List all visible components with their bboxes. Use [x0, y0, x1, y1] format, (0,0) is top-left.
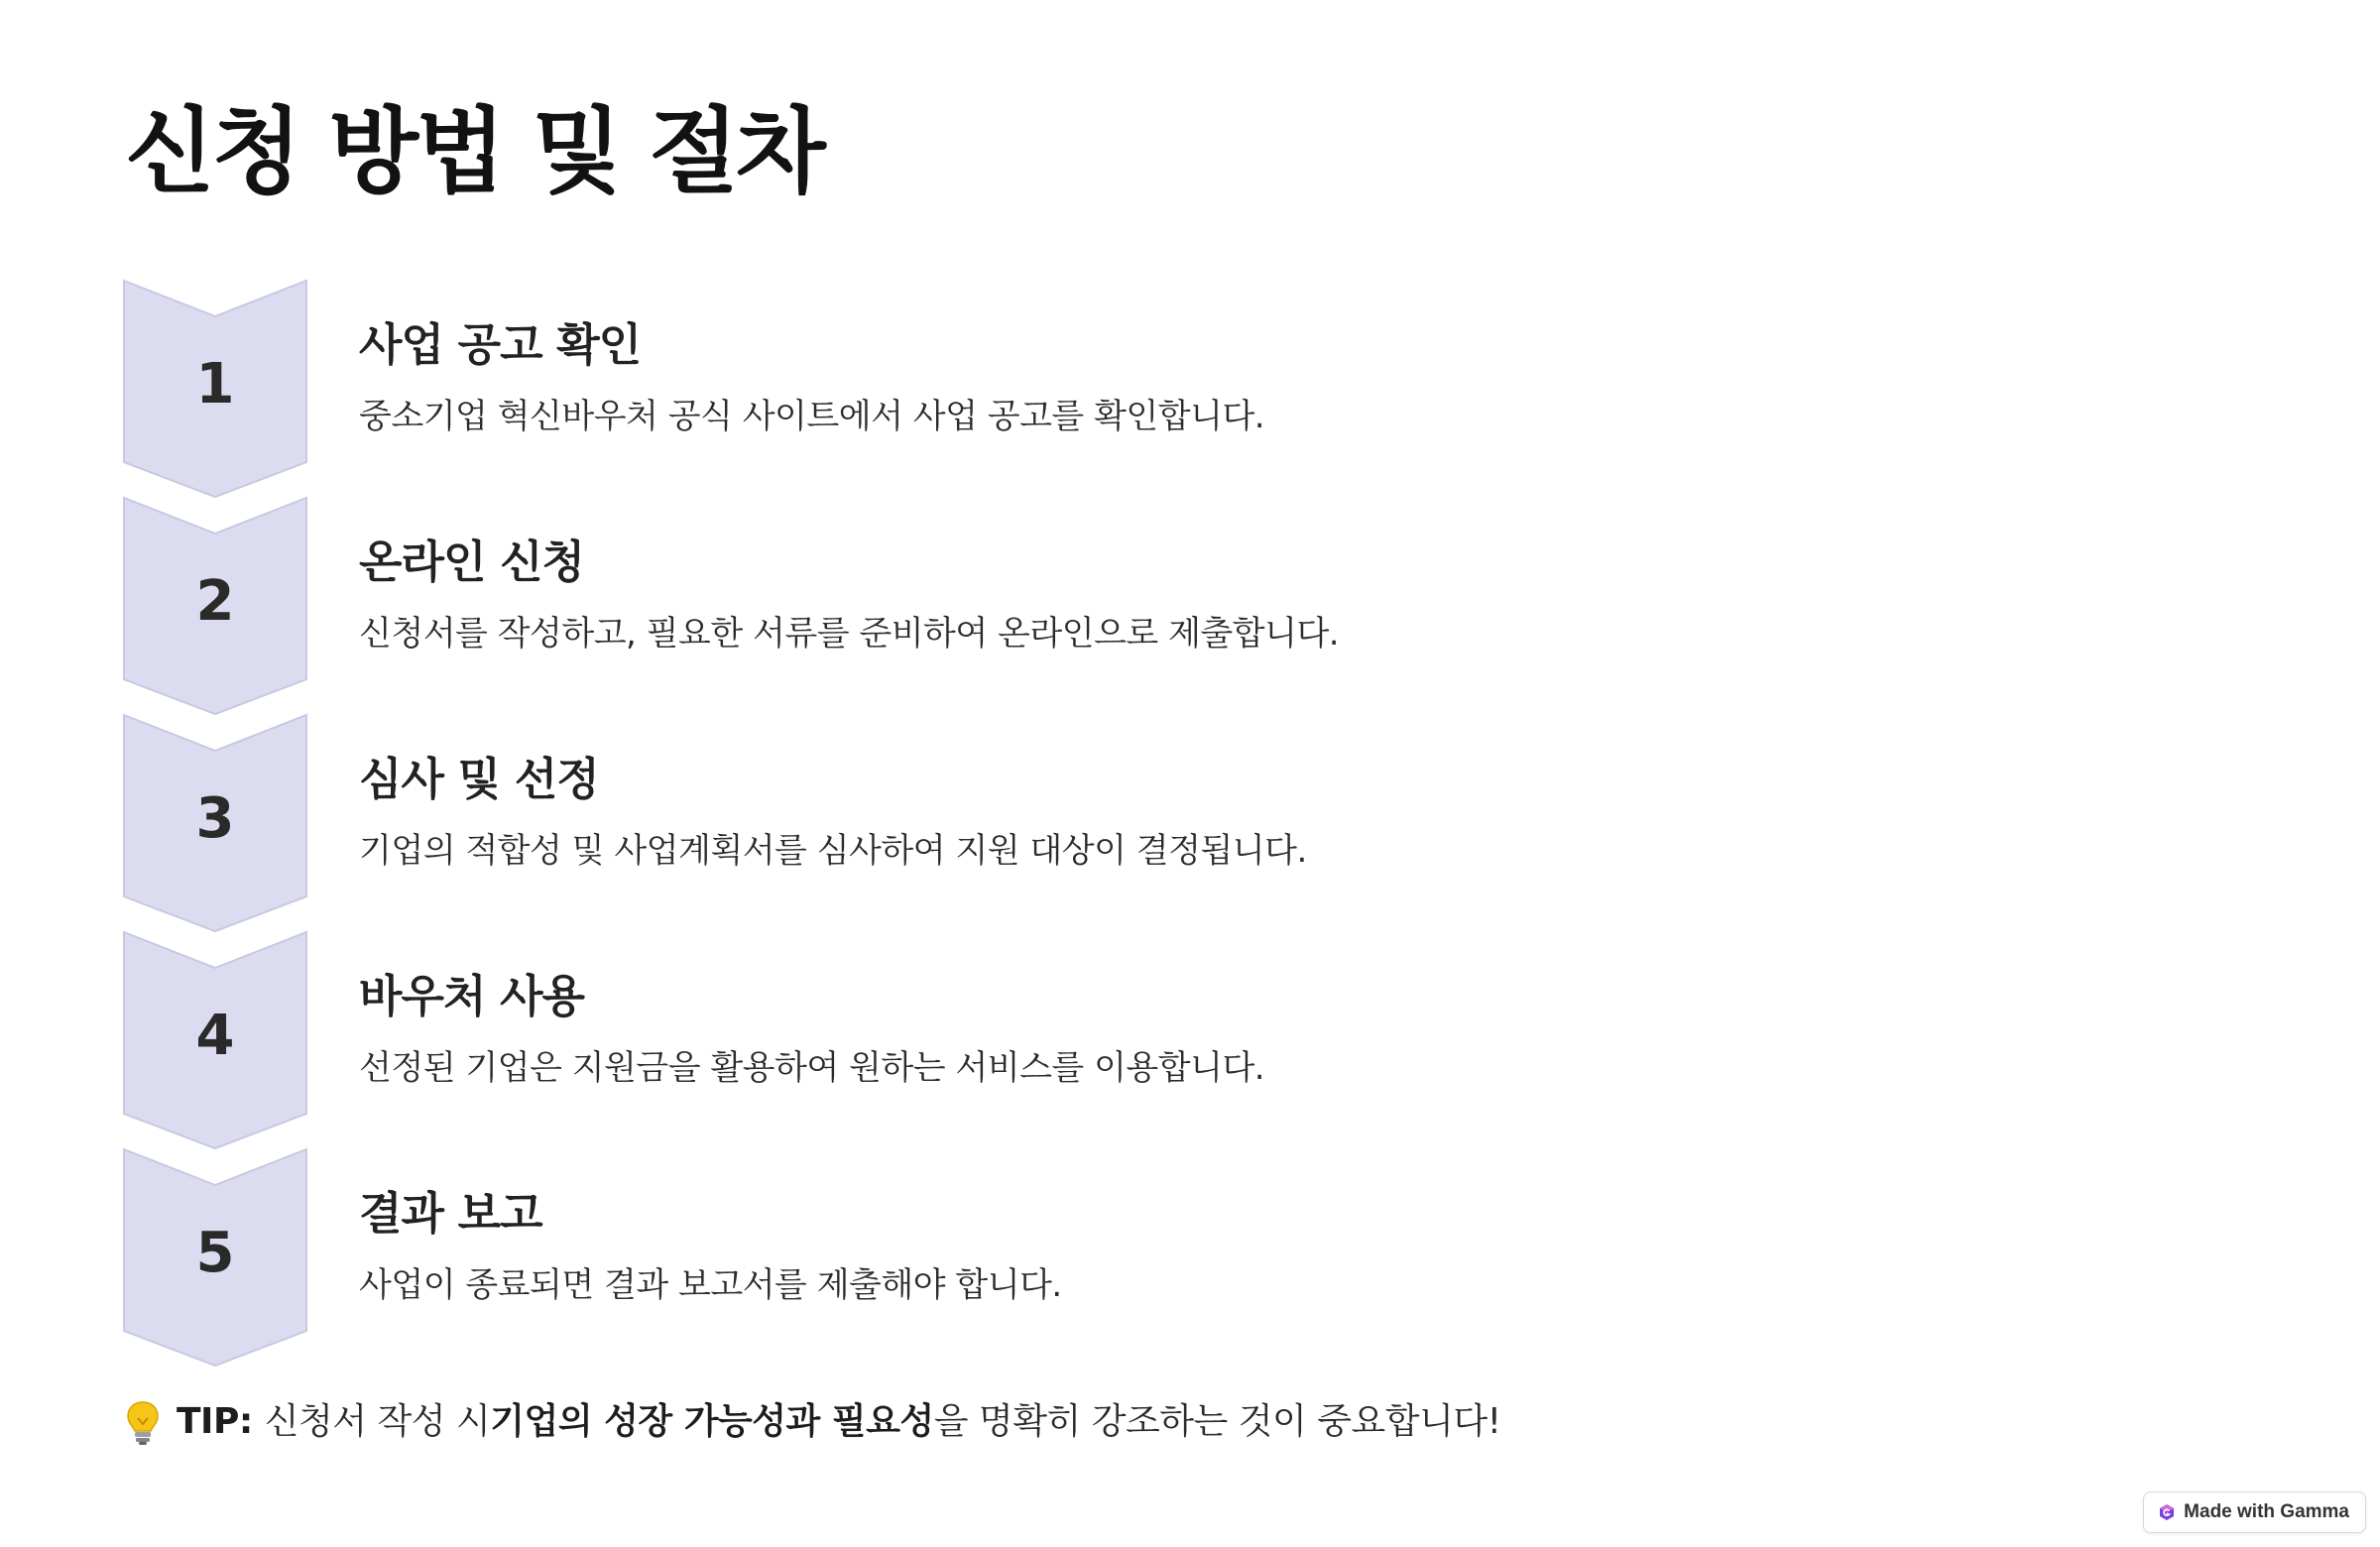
tip-text-after: 을 명확히 강조하는 것이 중요합니다! — [933, 1401, 1501, 1442]
step-number: 4 — [195, 1004, 235, 1068]
step-number: 5 — [195, 1221, 235, 1285]
step-item-4 — [123, 931, 1908, 1149]
step-chevron — [123, 1148, 307, 1367]
step-title: 온라인 신청 — [359, 536, 585, 588]
badge-label: Made with Gamma — [2184, 1501, 2349, 1522]
step-chevron — [123, 714, 307, 932]
made-with-gamma-badge[interactable] — [2143, 1491, 2366, 1533]
step-item-2 — [123, 497, 1908, 715]
step-description: 중소기업 혁신바우처 공식 사이트에서 사업 공고를 확인합니다. — [359, 397, 1265, 436]
tip-text-before: 신청서 작성 시 — [264, 1401, 491, 1442]
step-description: 기업의 적합성 및 사업계획서를 심사하여 지원 대상이 결정됩니다. — [359, 831, 1307, 871]
gamma-logo-icon — [2158, 1503, 2176, 1521]
step-description: 신청서를 작성하고, 필요한 서류를 준비하여 온라인으로 제출합니다. — [359, 614, 1340, 654]
step-description: 선정된 기업은 지원금을 활용하여 원하는 서비스를 이용합니다. — [359, 1048, 1265, 1088]
step-number: 3 — [195, 786, 235, 851]
step-title: 사업 공고 확인 — [359, 318, 642, 371]
tip-emphasis: 기업의 성장 가능성과 필요성 — [490, 1401, 934, 1442]
tip-callout — [125, 1398, 1501, 1446]
step-item-3 — [123, 714, 1908, 932]
step-title: 바우처 사용 — [359, 970, 585, 1022]
lightbulb-icon — [125, 1398, 161, 1446]
step-number: 1 — [195, 352, 235, 416]
page-title: 신청 방법 및 절차 — [125, 98, 823, 206]
step-title: 심사 및 선정 — [359, 753, 599, 805]
step-chevron — [123, 931, 307, 1149]
step-chevron — [123, 280, 307, 498]
step-item-5 — [123, 1148, 1908, 1367]
tip-label: TIP: — [177, 1401, 253, 1442]
step-item-1 — [123, 280, 1908, 498]
step-chevron — [123, 497, 307, 715]
step-description: 사업이 종료되면 결과 보고서를 제출해야 합니다. — [359, 1265, 1062, 1305]
step-number: 2 — [195, 569, 235, 634]
step-title: 결과 보고 — [359, 1187, 542, 1240]
